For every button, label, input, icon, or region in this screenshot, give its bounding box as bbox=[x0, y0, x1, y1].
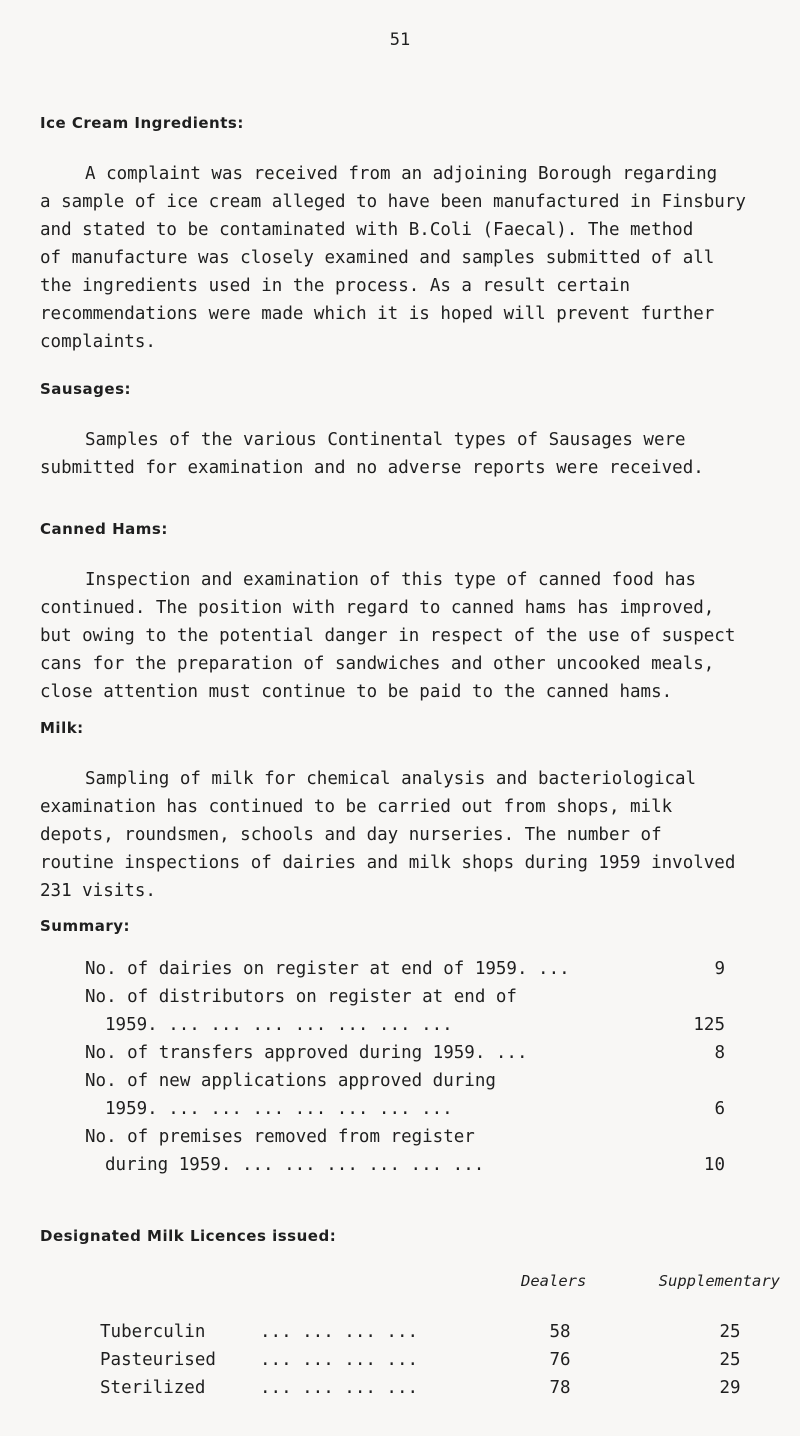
heading-milk: Milk: bbox=[40, 719, 84, 737]
text-line: depots, roundsmen, schools and day nurseries. The number of bbox=[40, 825, 662, 845]
summary-table bbox=[85, 955, 725, 1179]
summary-row bbox=[85, 1067, 725, 1095]
text-line: a sample of ice cream alleged to have been manufactured in Finsbury bbox=[40, 192, 746, 212]
summary-value: 125 bbox=[693, 1015, 725, 1035]
text-line: submitted for examination and no adverse reports were received. bbox=[40, 458, 704, 478]
dealers-value: 58 bbox=[549, 1322, 571, 1342]
summary-value: 10 bbox=[703, 1155, 725, 1175]
summary-row bbox=[85, 1151, 725, 1179]
summary-row bbox=[85, 983, 725, 1011]
text-line: cans for the preparation of sandwiches and other uncooked meals, bbox=[40, 654, 715, 674]
summary-row bbox=[85, 1095, 725, 1123]
heading-sausages: Sausages: bbox=[40, 380, 131, 398]
summary-label: No. of premises removed from register bbox=[85, 1127, 475, 1147]
licences-table bbox=[100, 1272, 780, 1402]
licence-row bbox=[100, 1318, 780, 1346]
paragraph-sausages bbox=[40, 426, 780, 482]
licences-header-row bbox=[100, 1272, 780, 1300]
summary-label: 1959. ... ... ... ... ... ... ... bbox=[105, 1015, 453, 1035]
summary-label: No. of new applications approved during bbox=[85, 1071, 496, 1091]
text-line: routine inspections of dairies and milk shops during 1959 involved bbox=[40, 853, 736, 873]
summary-label: No. of distributors on register at end of bbox=[85, 987, 517, 1007]
licence-name: Pasteurised bbox=[100, 1350, 216, 1370]
text-line: A complaint was received from an adjoining Borough regarding bbox=[85, 164, 718, 184]
summary-row bbox=[85, 1123, 725, 1151]
paragraph-milk bbox=[40, 765, 780, 905]
column-header-dealers: Dealers bbox=[521, 1272, 587, 1290]
heading-canned-hams: Canned Hams: bbox=[40, 520, 168, 538]
text-line: of manufacture was closely examined and samples submitted of all bbox=[40, 248, 715, 268]
leader-dots: ... ... ... ... bbox=[260, 1378, 419, 1398]
column-header-supplementary: Supplementary bbox=[658, 1272, 780, 1290]
text-line: continued. The position with regard to canned hams has improved, bbox=[40, 598, 715, 618]
heading-summary: Summary: bbox=[40, 917, 131, 935]
licence-row bbox=[100, 1346, 780, 1374]
summary-value: 8 bbox=[714, 1043, 725, 1063]
text-line: recommendations were made which it is hoped will prevent further bbox=[40, 304, 715, 324]
summary-value: 6 bbox=[714, 1099, 725, 1119]
heading-ice-cream: Ice Cream Ingredients: bbox=[40, 114, 244, 132]
summary-row bbox=[85, 955, 725, 983]
supplementary-value: 25 bbox=[719, 1322, 741, 1342]
text-line: Sampling of milk for chemical analysis and bacteriological bbox=[85, 769, 697, 789]
summary-label: during 1959. ... ... ... ... ... ... bbox=[105, 1155, 485, 1175]
paragraph-canned-hams bbox=[40, 566, 780, 706]
text-line: Samples of the various Continental types of Sausages were bbox=[85, 430, 686, 450]
paragraph-ice-cream bbox=[40, 160, 780, 356]
leader-dots: ... ... ... ... bbox=[260, 1350, 419, 1370]
text-line: 231 visits. bbox=[40, 881, 156, 901]
heading-licences: Designated Milk Licences issued: bbox=[40, 1227, 337, 1245]
leader-dots: ... ... ... ... bbox=[260, 1322, 419, 1342]
text-line: complaints. bbox=[40, 332, 156, 352]
dealers-value: 76 bbox=[549, 1350, 571, 1370]
summary-row bbox=[85, 1039, 725, 1067]
text-line: examination has continued to be carried out from shops, milk bbox=[40, 797, 673, 817]
text-line: the ingredients used in the process. As a result certain bbox=[40, 276, 631, 296]
dealers-value: 78 bbox=[549, 1378, 571, 1398]
summary-label: No. of transfers approved during 1959. ... bbox=[85, 1043, 528, 1063]
summary-label: 1959. ... ... ... ... ... ... ... bbox=[105, 1099, 453, 1119]
licence-name: Tuberculin bbox=[100, 1322, 206, 1342]
licence-row bbox=[100, 1374, 780, 1402]
summary-row bbox=[85, 1011, 725, 1039]
summary-label: No. of dairies on register at end of 1959. ... bbox=[85, 959, 570, 979]
licence-name: Sterilized bbox=[100, 1378, 206, 1398]
page-number: 51 bbox=[389, 30, 411, 50]
text-line: Inspection and examination of this type of canned food has bbox=[85, 570, 697, 590]
text-line: close attention must continue to be paid to the canned hams. bbox=[40, 682, 673, 702]
summary-value: 9 bbox=[714, 959, 725, 979]
text-line: and stated to be contaminated with B.Coli (Faecal). The method bbox=[40, 220, 694, 240]
text-line: but owing to the potential danger in respect of the use of suspect bbox=[40, 626, 736, 646]
supplementary-value: 25 bbox=[719, 1350, 741, 1370]
supplementary-value: 29 bbox=[719, 1378, 741, 1398]
